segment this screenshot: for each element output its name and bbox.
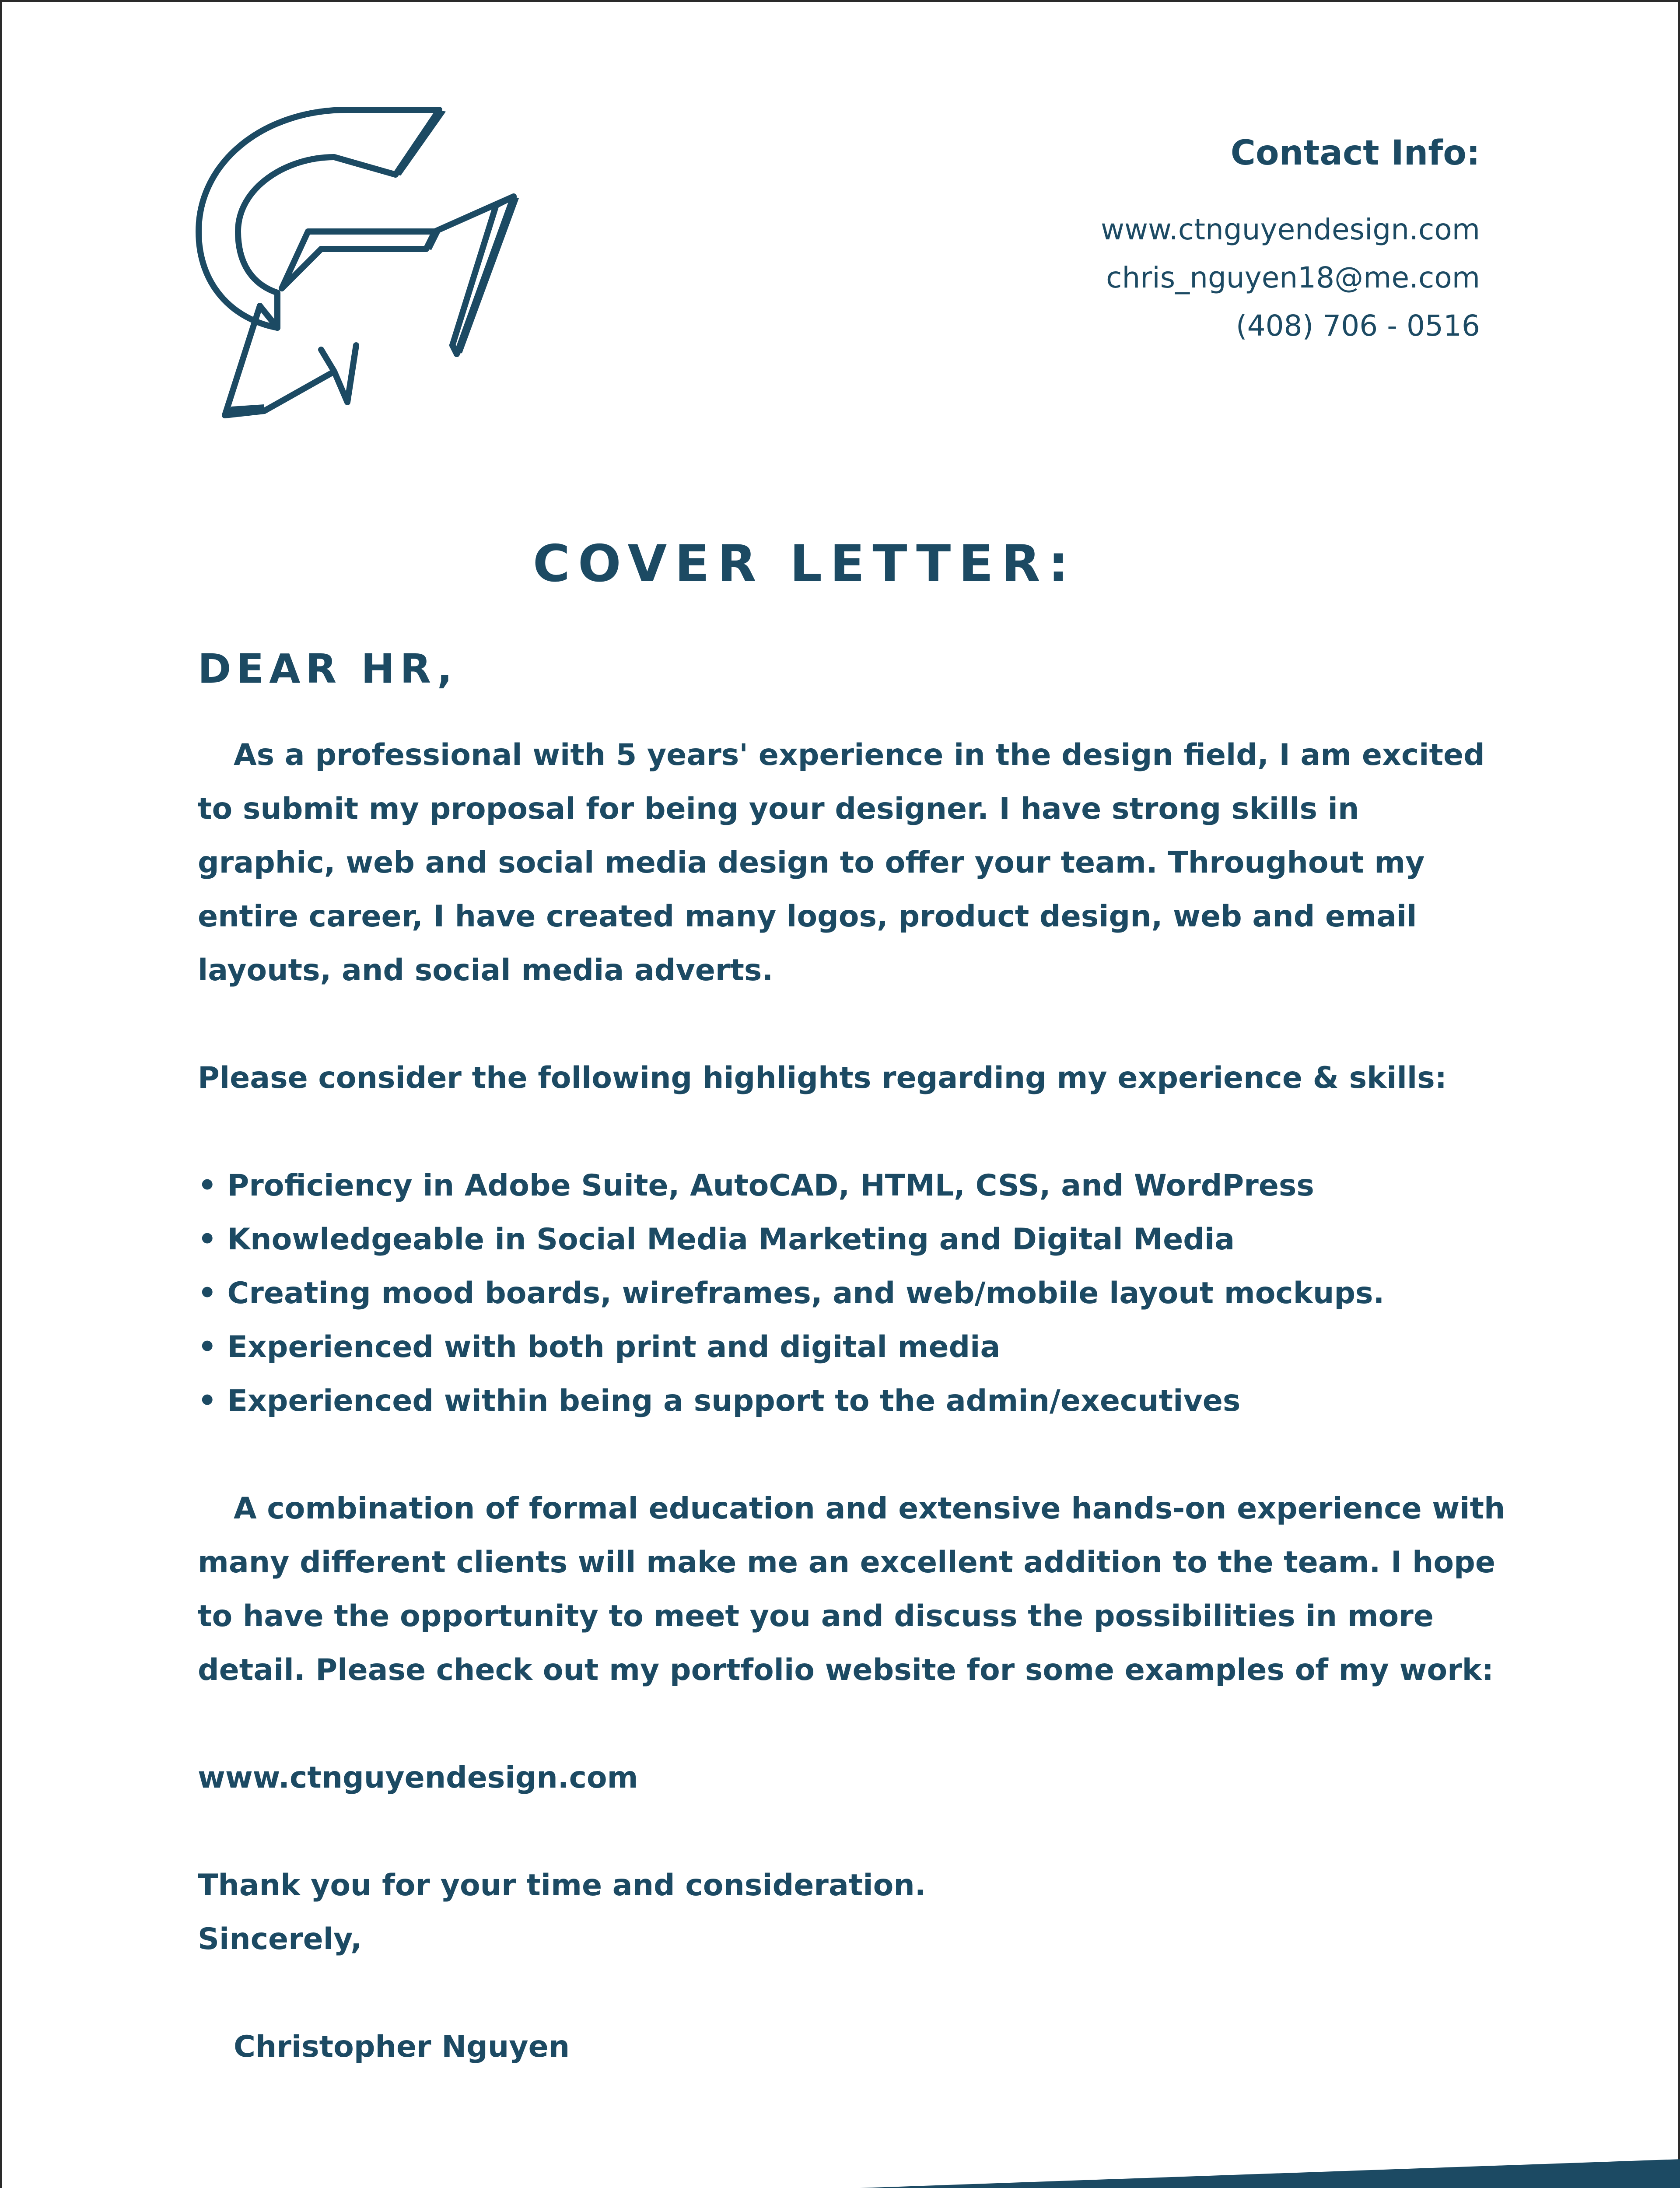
contact-heading: Contact Info: — [1230, 133, 1480, 173]
highlight-item: • Experienced within being a support to the admin/executives — [198, 1374, 1506, 1428]
intro-paragraph: As a professional with 5 years' experience in the design field, I am excited to submit my proposal for being your designer. I have strong skills in graphic, web and social media design to offer your team. Throughout my entire career, I have created many logos, product design, web and email layouts, and social media adverts. — [198, 738, 1485, 988]
highlight-item: • Experienced with both print and digital media — [198, 1320, 1506, 1374]
footer-band — [2, 2146, 1680, 2188]
contact-email-link[interactable]: chris_nguyen18@me.com — [1106, 260, 1480, 295]
highlight-item: • Creating mood boards, wireframes, and web/mobile layout mockups. — [198, 1266, 1506, 1320]
spacer — [198, 997, 1506, 1051]
spacer — [198, 1697, 1506, 1751]
cn-monogram-logo — [190, 100, 522, 424]
highlights-list — [198, 1159, 1506, 1428]
contact-website-link[interactable]: www.ctnguyendesign.com — [1101, 212, 1480, 246]
highlight-item: • Knowledgeable in Social Media Marketing and Digital Media — [198, 1213, 1506, 1266]
highlights-intro: Please consider the following highlights regarding my experience & skills: — [198, 1061, 1447, 1095]
contact-info-block — [911, 133, 1480, 350]
contact-phone: (408) 706 - 0516 — [1236, 309, 1480, 343]
spacer — [198, 1105, 1506, 1159]
spacer — [198, 1966, 1506, 2020]
document-title: COVER LETTER: — [532, 534, 1077, 593]
signature-name: Christopher Nguyen — [234, 2030, 570, 2064]
letter-body — [198, 728, 1506, 2074]
closing-paragraph: A combination of formal education and extensive hands-on experience with many different clients will make me an excellent addition to the team. I hope to have the opportunity to meet you and discuss the possibilities in more detail. Please check out my portfolio website for some examples of my work: — [198, 1491, 1505, 1687]
spacer — [198, 1428, 1506, 1482]
salutation: DEAR HR, — [198, 645, 458, 692]
portfolio-link[interactable]: www.ctnguyendesign.com — [198, 1760, 638, 1795]
thanks-line: Thank you for your time and consideration. — [198, 1868, 926, 1903]
sign-off: Sincerely, — [198, 1922, 362, 1957]
highlight-item: • Proficiency in Adobe Suite, AutoCAD, HTML, CSS, and WordPress — [198, 1159, 1506, 1213]
spacer — [198, 1805, 1506, 1858]
